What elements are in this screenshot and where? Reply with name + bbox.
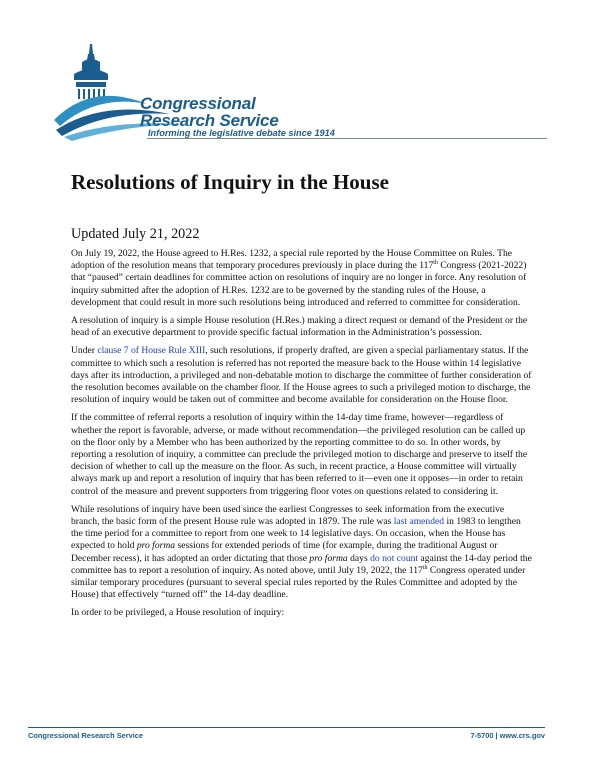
last-amended-link[interactable]: last amended	[393, 516, 445, 528]
p5-text-f: Congress operated under similar temporary procedures (pursuant to several special rules reported by the Rules Committee and adopted by the House) that effectively “turned off” the 14-day deadline.	[71, 564, 526, 601]
logo-tagline: Informing the legislative debate since 1914	[148, 128, 335, 138]
p5-text-b: in 1983 to lengthen the time period for a committee to report from one week to 14 legislative days. On occasion, when the House has expected to hold	[71, 516, 521, 552]
page-title: Resolutions of Inquiry in the House	[71, 170, 389, 194]
footer-reference: 7-5700 | www.crs.gov	[470, 731, 545, 740]
p3-text-a: Under	[71, 345, 98, 357]
p5-sup: th	[422, 564, 428, 571]
paragraph-5	[71, 504, 533, 602]
paragraph-2: A resolution of inquiry is a simple House resolution (H.Res.) making a direct request or demand of the President or the head of an executive department to provide specific factual information in the Administration’s possession.	[71, 315, 528, 339]
p1-text-a: On July 19, 2022, the House agreed to H.Res. 1232, a special rule reported by the House Committee on Rules. The adoption of the resolution means that temporary procedures previously in place during the 117	[71, 248, 513, 272]
p5-text-a: While resolutions of inquiry have been used since the earliest Congresses to seek information from the executive branch, the basic form of the present House rule was adopted in 1879. The rule was	[71, 503, 505, 528]
logo-wordmark-line2: Research Service	[140, 111, 279, 130]
p1-sup: th	[433, 260, 438, 267]
do-not-count-link[interactable]: do not count	[370, 552, 419, 564]
footer-divider	[28, 727, 545, 728]
document-body	[71, 248, 533, 626]
paragraph-6: In order to be privileged, a House resolution of inquiry:	[71, 607, 285, 619]
paragraph-4: If the committee of referral reports a resolution of inquiry within the 14-day time frame, however—regardless of whether the report is favorable, adverse, or made without recommendation—the privileged resolution can be called up on the floor only by a Member who has been authorized by the reporting committee to do so. In other words, by reporting a resolution of inquiry, a committee can preclude the privileged motion to discharge and preserve to itself the decision of whether to call up the measure on the floor. As such, in recent practice, a House committee will virtually always mark up and report a resolution of inquiry that has been referred to it—even one it opposes—in order to retain control of the measure and prevent supporters from triggering floor votes on questions related to considering it.	[71, 412, 528, 497]
p3-text-b: , such resolutions, if properly drafted, are given a special parliamentary status. If the committee to which such a resolution is referred has not reported the measure back to the House within 14 legislative days after its introduction, a privileged and non-debatable motion to discharge the committee of further consideration of the resolution becomes available on the chamber floor. If the House agrees to such a privileged motion to discharge, the resolution of inquiry would be taken out of committee and become available for consideration on the House floor.	[71, 345, 532, 406]
header-divider	[147, 138, 547, 139]
p1-text-b: Congress (2021-2022) that “paused” certain deadlines for committee action on resolutions of inquiry are no longer in force. Any resolution of inquiry submitted after the adoption of H.Res. 1232 are to be governed by the standing rules of the House, a development that could result in more such resolutions being introduced and referred to committee for consideration.	[71, 260, 527, 308]
footer-org-name: Congressional Research Service	[28, 731, 144, 740]
p5-text-c: sessions for extended periods of time (for example, during the traditional August or December recess), it has adopted an order dictating that those	[71, 540, 498, 564]
p5-text-d: days	[347, 552, 371, 564]
paragraph-1	[71, 248, 533, 309]
p5-italic-2: pro forma	[309, 552, 348, 564]
logo-wordmark-line1: Congressional	[140, 94, 256, 113]
paragraph-3	[71, 345, 533, 406]
house-rule-link[interactable]: clause 7 of House Rule XIII	[97, 345, 206, 357]
crs-capitol-dome-logo	[52, 42, 552, 142]
updated-date: Updated July 21, 2022	[71, 226, 200, 242]
p5-italic-1: pro forma	[136, 540, 176, 552]
p5-text-e: against the 14-day period the committee has to report a resolution of inquiry. As noted above, until July 19, 2022, the 117	[71, 552, 532, 576]
